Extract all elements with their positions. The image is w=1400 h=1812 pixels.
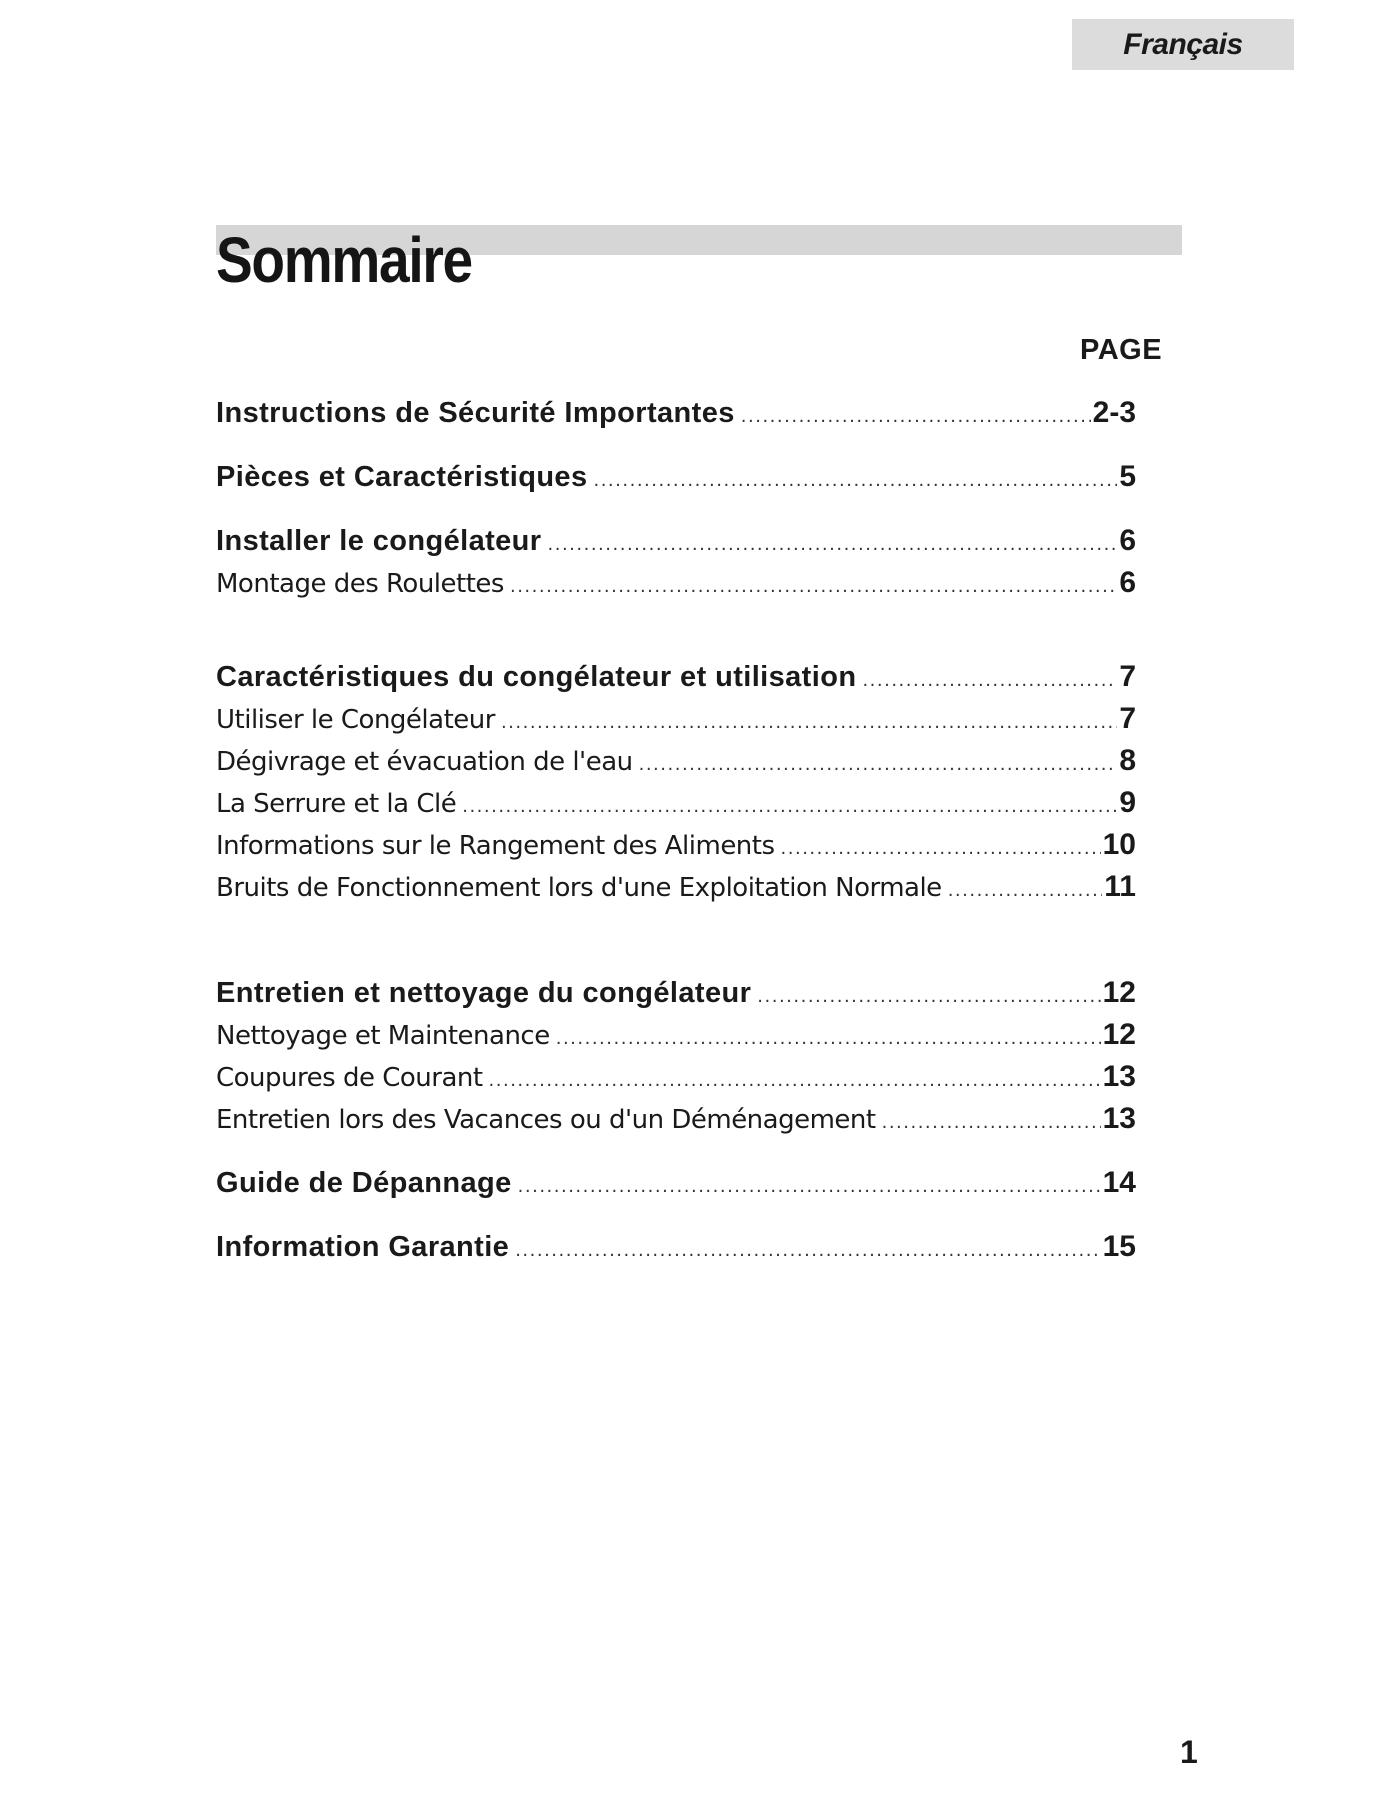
toc-entry-label: Bruits de Fonctionnement lors d'une Exploitation Normale [216, 873, 942, 903]
toc-entry[interactable] [216, 744, 1136, 784]
toc-entry-page: 15 [1102, 1230, 1136, 1263]
dot-leader [741, 406, 1091, 427]
toc-entry-label: Montage des Roulettes [216, 569, 504, 599]
dot-leader [515, 1240, 1100, 1261]
toc-entry[interactable] [216, 828, 1136, 868]
toc-entry-label: Entretien lors des Vacances ou d'un Déménagement [216, 1105, 876, 1135]
toc-entry-label: Information Garantie [216, 1231, 510, 1263]
toc-entry[interactable] [216, 786, 1136, 826]
language-tab: Français [1072, 19, 1294, 70]
toc-entry-label: Installer le congélateur [216, 525, 542, 557]
dot-leader [948, 880, 1103, 901]
toc-entry-label: La Serrure et la Clé [216, 789, 457, 819]
toc-entry-page: 12 [1102, 976, 1136, 1009]
dot-leader [639, 754, 1118, 775]
dot-leader [862, 670, 1117, 691]
dot-leader [882, 1112, 1101, 1133]
toc-entry-page: 11 [1104, 870, 1136, 903]
toc-entry-label: Informations sur le Rangement des Aliments [216, 831, 775, 861]
page-number: 1 [1180, 1734, 1198, 1770]
toc-entry-label: Utiliser le Congélateur [216, 705, 495, 735]
toc-entry-page: 6 [1119, 566, 1136, 599]
toc-entry-page: 6 [1119, 524, 1136, 557]
toc-entry[interactable] [216, 1060, 1136, 1100]
toc-entry[interactable] [216, 870, 1136, 910]
toc-entry[interactable] [216, 1102, 1136, 1142]
dot-leader [462, 796, 1117, 817]
toc-entry[interactable] [216, 702, 1136, 742]
toc-entry-page: 7 [1119, 702, 1136, 735]
dot-leader [781, 838, 1101, 859]
dot-leader [501, 712, 1117, 733]
toc-entry[interactable] [216, 1018, 1136, 1058]
dot-leader [556, 1028, 1101, 1049]
page-title: Sommaire [216, 224, 472, 296]
toc-entry[interactable] [216, 976, 1136, 1016]
toc-entry-label: Pièces et Caractéristiques [216, 461, 588, 493]
toc-entry-page: 10 [1102, 828, 1136, 861]
dot-leader [757, 986, 1100, 1007]
toc-entry[interactable] [216, 524, 1136, 564]
toc-entry-page: 12 [1102, 1018, 1136, 1051]
toc-entry-page: 9 [1119, 786, 1136, 819]
dot-leader [593, 470, 1117, 491]
toc-entry-label: Nettoyage et Maintenance [216, 1021, 550, 1051]
dot-leader [510, 576, 1117, 597]
toc-entry[interactable] [216, 396, 1136, 436]
toc-entry-label: Entretien et nettoyage du congélateur [216, 977, 752, 1009]
dot-leader [518, 1176, 1101, 1197]
toc-entry[interactable] [216, 566, 1136, 606]
toc-entry-page: 13 [1102, 1060, 1136, 1093]
toc-entry-page: 8 [1119, 744, 1136, 777]
toc-entry[interactable] [216, 1230, 1136, 1270]
toc-entry-page: 7 [1119, 660, 1136, 693]
toc-entry-page: 14 [1102, 1166, 1136, 1199]
toc-entry-page: 2-3 [1092, 396, 1136, 429]
toc-entry[interactable] [216, 460, 1136, 500]
dot-leader [548, 534, 1118, 555]
toc-entry-label: Guide de Dépannage [216, 1167, 512, 1199]
toc-entry-label: Coupures de Courant [216, 1063, 483, 1093]
toc-entry[interactable] [216, 1166, 1136, 1206]
toc-entry[interactable] [216, 660, 1136, 700]
toc-entry-page: 13 [1102, 1102, 1136, 1135]
page-column-header: PAGE [1080, 334, 1163, 366]
toc-entry-label: Instructions de Sécurité Importantes [216, 397, 735, 429]
toc-entry-page: 5 [1119, 460, 1136, 493]
toc-entry-label: Caractéristiques du congélateur et utilisation [216, 661, 857, 693]
toc-entry-label: Dégivrage et évacuation de l'eau [216, 747, 633, 777]
dot-leader [489, 1070, 1101, 1091]
